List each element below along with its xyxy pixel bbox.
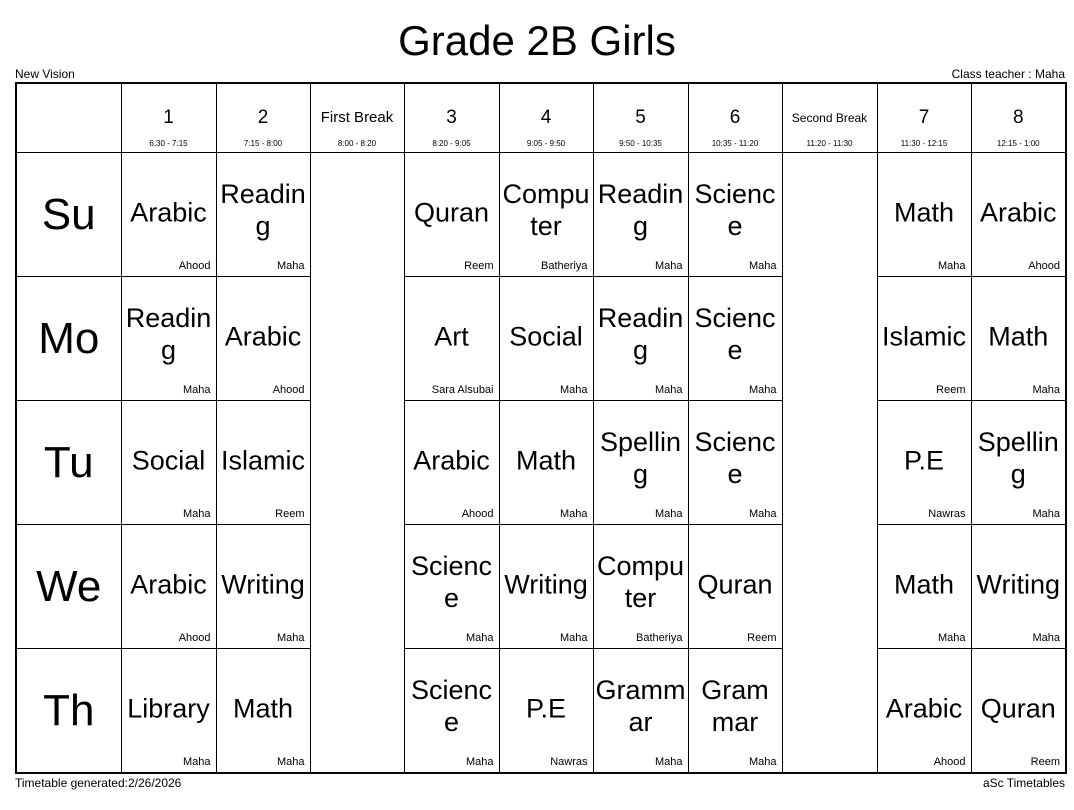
lesson-cell (216, 525, 310, 649)
subject-name: Social (509, 320, 583, 351)
lesson-cell (688, 525, 782, 649)
lesson-cell (688, 401, 782, 525)
subject-name: Writing (976, 568, 1061, 599)
lesson-cell (877, 649, 971, 774)
lesson-cell (404, 649, 499, 774)
teacher-name: Maha (1032, 508, 1060, 520)
corner-cell (16, 83, 121, 153)
subject-name: Science (410, 550, 493, 613)
teacher-name: Maha (654, 756, 683, 768)
period-number: 8 (1012, 107, 1024, 128)
lesson-cell (499, 649, 593, 774)
teacher-name: Maha (182, 508, 211, 520)
subject-name: Science (694, 178, 776, 241)
subject-name: Arabic (224, 320, 302, 351)
teacher-name: Ahood (272, 384, 305, 396)
subject-name: Reading (597, 178, 684, 241)
lesson-cell (971, 153, 1066, 277)
subject-name: Islamic (881, 320, 966, 351)
subject-name: Science (410, 674, 493, 737)
teacher-name: Maha (276, 756, 305, 768)
teacher-name: Ahood (933, 756, 966, 768)
second-break-header (782, 83, 877, 153)
lesson-cell (499, 153, 593, 277)
lesson-cell (121, 277, 216, 401)
subject-name: P.E (903, 444, 945, 475)
lesson-cell (877, 277, 971, 401)
subject-name: Math (515, 444, 577, 475)
period-time: 10:35 - 11:20 (711, 139, 759, 148)
school-name: New Vision (15, 67, 75, 81)
day-row (16, 525, 1066, 649)
teacher-name: Reem (747, 632, 777, 644)
subject-name: Math (893, 196, 955, 227)
subject-name: Grammar (595, 674, 686, 737)
second-break-column (782, 153, 877, 774)
period-number: 2 (257, 107, 269, 128)
lesson-cell (404, 401, 499, 525)
teacher-name: Ahood (461, 508, 494, 520)
period-time: 9:05 - 9:50 (526, 139, 566, 148)
teacher-name: Reem (275, 508, 305, 520)
subject-name: Quran (697, 568, 773, 599)
lesson-cell (688, 277, 782, 401)
lesson-cell (971, 649, 1066, 774)
lesson-cell (877, 525, 971, 649)
lesson-cell (877, 153, 971, 277)
subject-name: Arabic (130, 568, 207, 599)
teacher-name: Maha (748, 508, 777, 520)
teacher-name: Nawras (550, 756, 588, 768)
period-header (404, 83, 499, 153)
class-teacher: Class teacher : Maha (951, 67, 1065, 81)
teacher-name: Ahood (178, 632, 211, 644)
subject-name: Math (232, 692, 294, 723)
period-header (499, 83, 593, 153)
teacher-name: Maha (559, 508, 588, 520)
break-label: First Break (320, 109, 394, 126)
subject-name: Reading (125, 302, 212, 365)
lesson-cell (121, 401, 216, 525)
lesson-cell (404, 525, 499, 649)
page-title: Grade 2B Girls (398, 17, 676, 64)
lesson-cell (404, 153, 499, 277)
subject-name: Computer (502, 178, 590, 241)
lesson-cell (877, 401, 971, 525)
lesson-cell (121, 525, 216, 649)
period-header (216, 83, 310, 153)
period-time: 11:30 - 12:15 (900, 139, 948, 148)
lesson-cell (216, 401, 310, 525)
day-row (16, 153, 1066, 277)
teacher-name: Reem (936, 384, 966, 396)
subject-name: Islamic (220, 444, 305, 475)
generated-date: Timetable generated:2/26/2026 (15, 776, 182, 790)
teacher-name: Maha (937, 632, 966, 644)
lesson-cell (688, 153, 782, 277)
teacher-name: Maha (748, 260, 777, 272)
teacher-name: Maha (182, 756, 211, 768)
lesson-cell (121, 649, 216, 774)
teacher-name: Maha (654, 384, 683, 396)
subject-name: Art (434, 320, 469, 351)
lesson-cell (593, 401, 688, 525)
period-time: 6:30 - 7:15 (149, 139, 188, 148)
subject-name: Quran (413, 196, 490, 227)
teacher-name: Maha (559, 384, 588, 396)
subject-name: Spelling (599, 426, 682, 489)
subject-name: Reading (220, 178, 306, 241)
period-time: 9:50 - 10:35 (619, 139, 662, 148)
day-label: Th (16, 649, 121, 774)
subject-name: Computer (596, 550, 685, 613)
teacher-name: Maha (937, 260, 966, 272)
lesson-cell (971, 277, 1066, 401)
teacher-name: Maha (182, 384, 211, 396)
subject-name: Social (131, 444, 206, 475)
period-header (593, 83, 688, 153)
period-time: 8:00 - 8:20 (337, 139, 377, 148)
subject-name: Quran (980, 692, 1056, 723)
teacher-name: Reem (464, 260, 494, 272)
subject-name: Science (694, 302, 776, 365)
subject-name: Arabic (413, 444, 490, 475)
teacher-name: Maha (1032, 632, 1060, 644)
teacher-name: Maha (654, 508, 683, 520)
lesson-cell (499, 277, 593, 401)
lesson-cell (593, 525, 688, 649)
first-break-header (310, 83, 404, 153)
period-header (971, 83, 1066, 153)
teacher-name: Sara Alsubai (431, 384, 494, 396)
day-label: We (16, 525, 121, 649)
teacher-name: Maha (465, 632, 494, 644)
subject-name: Writing (504, 568, 588, 599)
subject-name: Math (893, 568, 955, 599)
lesson-cell (216, 649, 310, 774)
teacher-name: Nawras (928, 508, 966, 520)
subject-name: Library (127, 692, 210, 723)
lesson-cell (971, 525, 1066, 649)
period-time: 8:20 - 9:05 (432, 139, 471, 148)
subject-name: Spelling (977, 426, 1059, 489)
day-label: Su (16, 153, 121, 277)
teacher-name: Maha (748, 756, 777, 768)
subject-name: Science (694, 426, 776, 489)
period-header (121, 83, 216, 153)
period-number: 1 (163, 107, 174, 128)
period-time: 11:20 - 11:30 (806, 139, 853, 148)
timetable-grid (15, 82, 1067, 774)
lesson-cell (216, 153, 310, 277)
period-header (688, 83, 782, 153)
subject-name: Math (988, 320, 1049, 351)
first-break-column (310, 153, 404, 774)
period-number: 4 (540, 107, 552, 128)
day-label: Mo (16, 277, 121, 401)
teacher-name: Maha (465, 756, 494, 768)
teacher-name: Maha (276, 632, 305, 644)
subject-name: P.E (525, 692, 567, 723)
teacher-name: Maha (748, 384, 777, 396)
subject-name: Writing (221, 568, 305, 599)
teacher-name: Maha (559, 632, 588, 644)
lesson-cell (499, 401, 593, 525)
day-row (16, 277, 1066, 401)
teacher-name: Batheriya (541, 260, 588, 272)
teacher-name: Ahood (178, 260, 211, 272)
teacher-name: Maha (1032, 384, 1060, 396)
day-row (16, 401, 1066, 525)
period-header-row (16, 83, 1066, 153)
period-header (877, 83, 971, 153)
period-number: 5 (635, 107, 646, 128)
period-number: 7 (918, 107, 930, 128)
teacher-name: Maha (654, 260, 683, 272)
lesson-cell (971, 401, 1066, 525)
period-number: 3 (446, 107, 457, 128)
day-row (16, 649, 1066, 774)
subject-name: Arabic (979, 196, 1057, 227)
lesson-cell (404, 277, 499, 401)
lesson-cell (216, 277, 310, 401)
subject-name: Arabic (130, 196, 207, 227)
subject-name: Grammar (701, 674, 769, 737)
software-credit: aSc Timetables (982, 776, 1065, 790)
teacher-name: Batheriya (636, 632, 683, 644)
lesson-cell (593, 277, 688, 401)
day-label: Tu (16, 401, 121, 525)
teacher-name: Ahood (1028, 260, 1060, 272)
lesson-cell (593, 153, 688, 277)
lesson-cell (499, 525, 593, 649)
lesson-cell (593, 649, 688, 774)
teacher-name: Maha (276, 260, 305, 272)
period-time: 12:15 - 1:00 (996, 139, 1040, 148)
lesson-cell (121, 153, 216, 277)
period-number: 6 (729, 107, 741, 128)
break-label: Second Break (791, 111, 868, 125)
subject-name: Reading (597, 302, 684, 365)
teacher-name: Reem (1030, 756, 1060, 768)
subject-name: Arabic (885, 692, 963, 723)
period-time: 7:15 - 8:00 (243, 139, 283, 148)
lesson-cell (688, 649, 782, 774)
